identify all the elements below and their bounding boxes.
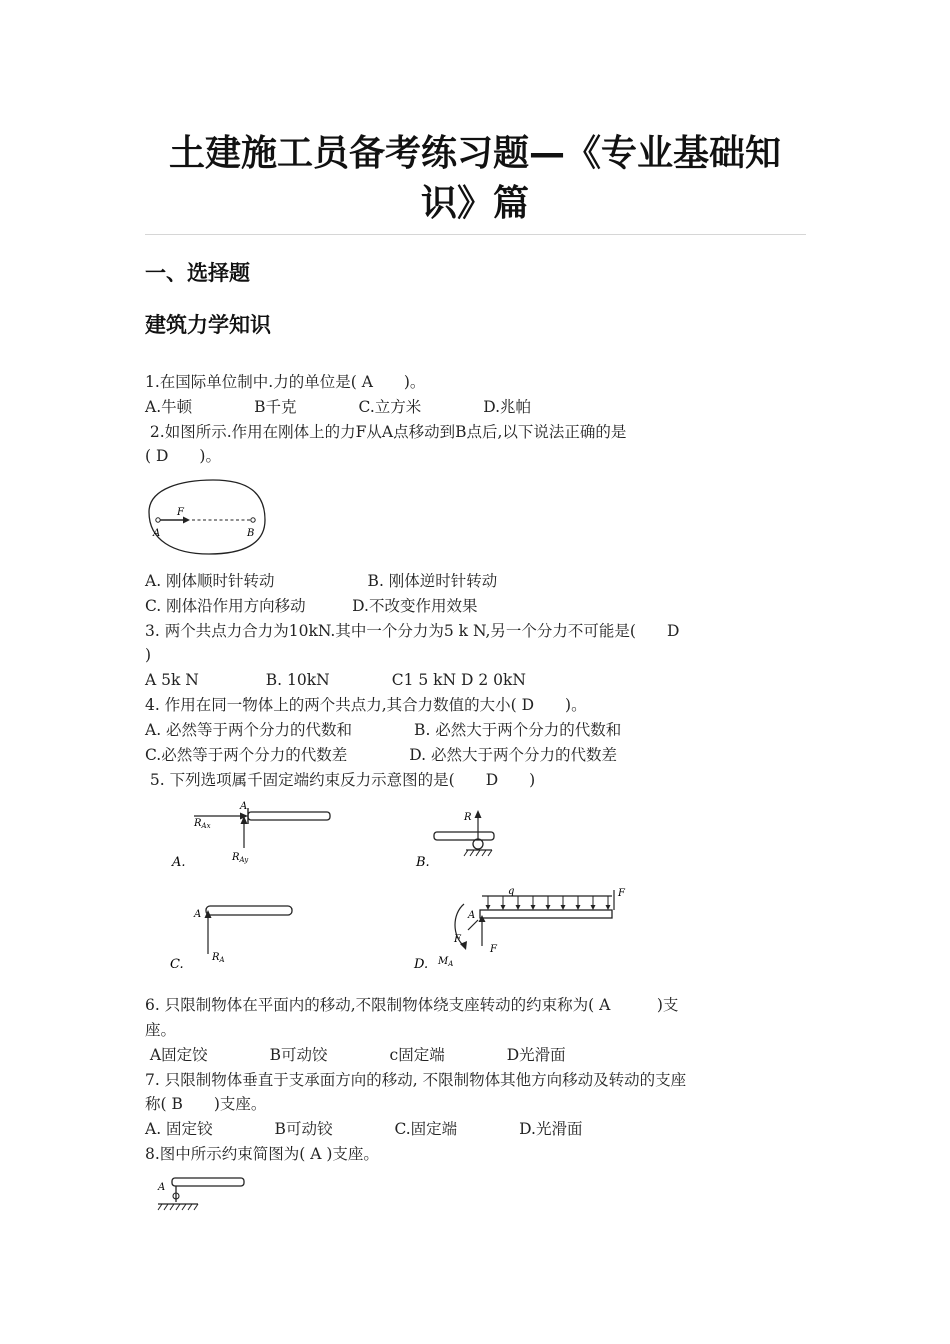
q6-stem-cont: 座。 xyxy=(145,1021,177,1039)
q3-options: A 5k N B. 10kN C1 5 kN D 2 0kN xyxy=(145,671,526,689)
r-label: R xyxy=(464,812,472,823)
support-force-side xyxy=(468,920,478,930)
q8-pin-support-figure xyxy=(154,1172,250,1218)
beam xyxy=(206,906,292,915)
section-heading-mechanics: 建筑力学知识 xyxy=(145,313,271,337)
point-a-marker xyxy=(156,518,160,522)
q3-stem: 3. 两个共点力合力为10kN.其中一个分力为5 k N,另一个分力不可能是( D xyxy=(145,622,680,640)
option-label: C. xyxy=(170,957,184,972)
q2-options-row2: C. 刚体沿作用方向移动 D.不改变作用效果 xyxy=(145,597,478,615)
document-title-line1: 土建施工员备考练习题—《专业基础知 xyxy=(168,133,781,174)
end-force-label: F xyxy=(618,888,625,899)
ground-hatch xyxy=(464,850,492,856)
ra-subscript: A xyxy=(219,956,225,964)
q-label: q xyxy=(508,886,515,897)
point-label: A xyxy=(158,1182,166,1193)
q4-options-row2: C.必然等于两个分力的代数差 D. 必然大于两个分力的代数差 xyxy=(145,746,617,764)
ma-label: M xyxy=(438,956,449,967)
q7-stem-cont: 称( B )支座。 xyxy=(145,1095,267,1113)
force-label: F xyxy=(177,507,184,518)
q1-stem: 1.在国际单位制中.力的单位是( A )。 xyxy=(145,373,426,391)
q2-stem-cont: ( D )。 xyxy=(145,447,221,465)
svg-text:RAx xyxy=(193,818,211,830)
q2-rigid-body-figure xyxy=(143,474,271,558)
beam xyxy=(248,812,330,820)
q3-stem-cont: ) xyxy=(145,646,152,664)
ground-hatch xyxy=(158,1204,198,1210)
point-label: A xyxy=(240,801,248,812)
q5-figure-d xyxy=(412,884,634,972)
q4-options-row1: A. 必然等于两个分力的代数和 B. 必然大于两个分力的代数和 xyxy=(145,721,622,739)
q5-stem: 5. 下列选项属千固定端约束反力示意图的是( D ) xyxy=(145,771,536,789)
support-force-side-label: F xyxy=(454,934,461,945)
beam xyxy=(434,832,494,840)
force-arrowhead xyxy=(183,517,190,524)
point-b-marker xyxy=(251,518,255,522)
ra-label: R xyxy=(212,952,220,963)
beam xyxy=(480,910,612,918)
svg-text:MA xyxy=(437,956,453,968)
beam xyxy=(172,1178,244,1186)
q2-stem: 2.如图所示.作用在刚体上的力F从A点移动到B点后,以下说法正确的是 xyxy=(145,423,627,441)
svg-text:RAy xyxy=(231,852,249,864)
title-divider xyxy=(145,234,806,235)
q5-figure-b xyxy=(414,806,514,874)
rax-subscript: Ax xyxy=(201,822,211,830)
option-label: D. xyxy=(414,957,429,972)
option-label: B. xyxy=(416,855,430,870)
support-force-up-label: F xyxy=(490,944,497,955)
rigid-body-outline xyxy=(149,480,265,554)
q2-options-row1: A. 刚体顺时针转动 B. 刚体逆时针转动 xyxy=(145,572,498,590)
ray-label: R xyxy=(232,852,240,863)
q5-figure-a xyxy=(168,798,338,874)
point-label: A xyxy=(468,910,476,921)
point-b-label: B xyxy=(247,528,255,539)
option-label: A. xyxy=(172,855,186,870)
q8-stem: 8.图中所示约束简图为( A )支座。 xyxy=(145,1145,379,1163)
q4-stem: 4. 作用在同一物体上的两个共点力,其合力数值的大小( D )。 xyxy=(145,696,587,714)
q6-stem: 6. 只限制物体在平面内的移动,不限制物体绕支座转动的约束称为( A )支 xyxy=(145,996,679,1014)
point-a-label: A xyxy=(153,528,161,539)
ma-subscript: A xyxy=(448,960,454,968)
svg-text:RA xyxy=(211,952,225,964)
point-label: A xyxy=(194,909,202,920)
section-heading-choice: 一、选择题 xyxy=(145,261,250,285)
q7-stem: 7. 只限制物体垂直于支承面方向的移动, 不限制物体其他方向移动及转动的支座 xyxy=(145,1071,687,1089)
rax-label: R xyxy=(194,818,202,829)
ray-subscript: Ay xyxy=(239,856,249,864)
q1-options: A.牛顿 B千克 C.立方米 D.兆帕 xyxy=(145,398,532,416)
document-title-line2: 识》篇 xyxy=(420,183,529,224)
q7-options: A. 固定铰 B可动铰 C.固定端 D.光滑面 xyxy=(145,1120,583,1138)
q5-figure-c xyxy=(168,898,298,972)
q6-options: A固定饺 B可动饺 c固定端 D光滑面 xyxy=(145,1046,566,1064)
